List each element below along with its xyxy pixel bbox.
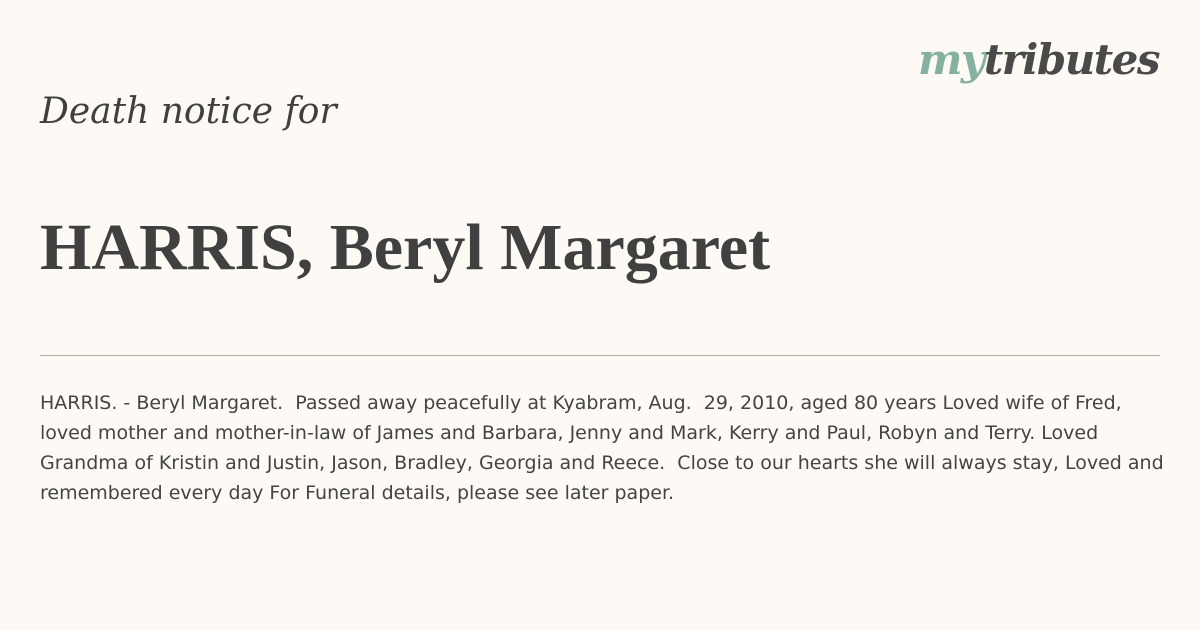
section-divider <box>40 355 1160 356</box>
notice-body-text: HARRIS. - Beryl Margaret. Passed away peacefully at Kyabram, Aug. 29, 2010, aged 80 years Loved wife of Fred, loved mother and mother-in-law of James and Barbara, Jenny and Mark, Kerry and Paul, Robyn and Terry. Loved Grandma of Kristin and Justin, Jason, Bradley, Georgia and Reece. Close to our hearts she will always stay, Loved and remembered every day For Funeral details, please see later paper. <box>40 392 1170 504</box>
mytributes-logo[interactable] <box>918 34 1159 86</box>
logo-tributes-text: tributes <box>983 35 1159 84</box>
notice-type-label: Death notice for <box>40 91 337 132</box>
deceased-name-heading: HARRIS, Beryl Margaret <box>40 211 771 284</box>
logo-my-text: my <box>917 35 984 84</box>
